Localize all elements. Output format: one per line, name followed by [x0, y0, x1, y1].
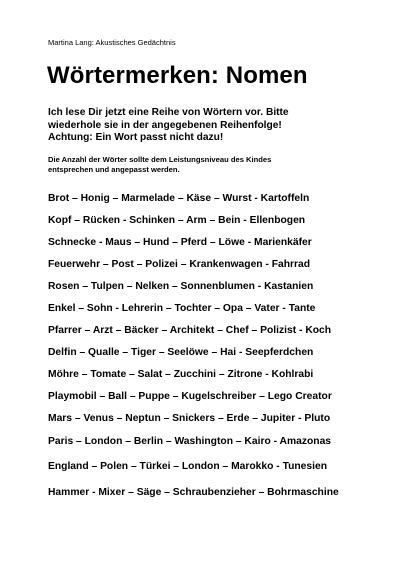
- word-row: Feuerwehr – Post – Polizei – Krankenwagen - Fahrrad: [48, 259, 311, 270]
- word-row: Mars – Venus – Neptun – Snickers – Erde – Jupiter - Pluto: [48, 413, 331, 424]
- word-row: Kopf – Rücken - Schinken – Arm – Bein - Ellenbogen: [48, 215, 306, 226]
- note-line: entsprechen und angepasst werden.: [48, 165, 180, 174]
- word-row: Delfin – Qualle – Tiger – Seelöwe – Hai - Seepferdchen: [48, 347, 314, 358]
- instruction-line: wiederhole sie in der angegebenen Reihenfolge!: [48, 119, 282, 131]
- instruction-line: Ich lese Dir jetzt eine Reihe von Wörtern vor. Bitte: [48, 107, 289, 118]
- word-row: Paris – London – Berlin – Washington – Kairo - Amazonas: [48, 436, 332, 447]
- word-row: Schnecke - Maus – Hund – Pferd – Löwe - Marienkäfer: [48, 237, 312, 248]
- word-row: Pfarrer – Arzt – Bäcker – Architekt – Chef – Polizist - Koch: [48, 325, 332, 336]
- note-line: Die Anzahl der Wörter sollte dem Leistungsniveau des Kindes: [48, 155, 272, 164]
- word-row: Enkel – Sohn - Lehrerin – Tochter – Opa – Vater - Tante: [48, 303, 316, 314]
- word-row: Brot – Honig – Marmelade – Käse – Wurst - Kartoffeln: [48, 193, 310, 204]
- word-row: Hammer - Mixer – Säge – Schraubenzieher – Bohrmaschine: [48, 487, 339, 498]
- page-title: Wörtermerken: Nomen: [47, 62, 308, 89]
- teacher-note: [48, 155, 271, 175]
- word-row: Playmobil – Ball – Puppe – Kugelschreiber – Lego Creator: [48, 391, 332, 402]
- word-row: England – Polen – Türkei – London – Marokko - Tunesien: [48, 461, 328, 472]
- instructions: [48, 107, 289, 145]
- author-header: Martina Lang: Akustisches Gedächtnis: [48, 38, 176, 47]
- word-row: Möhre – Tomate – Salat – Zucchini – Zitrone - Kohlrabi: [48, 369, 314, 380]
- instruction-line: Achtung: Ein Wort passt nicht dazu!: [48, 132, 224, 143]
- word-row: Rosen – Tulpen – Nelken – Sonnenblumen - Kastanien: [48, 281, 314, 292]
